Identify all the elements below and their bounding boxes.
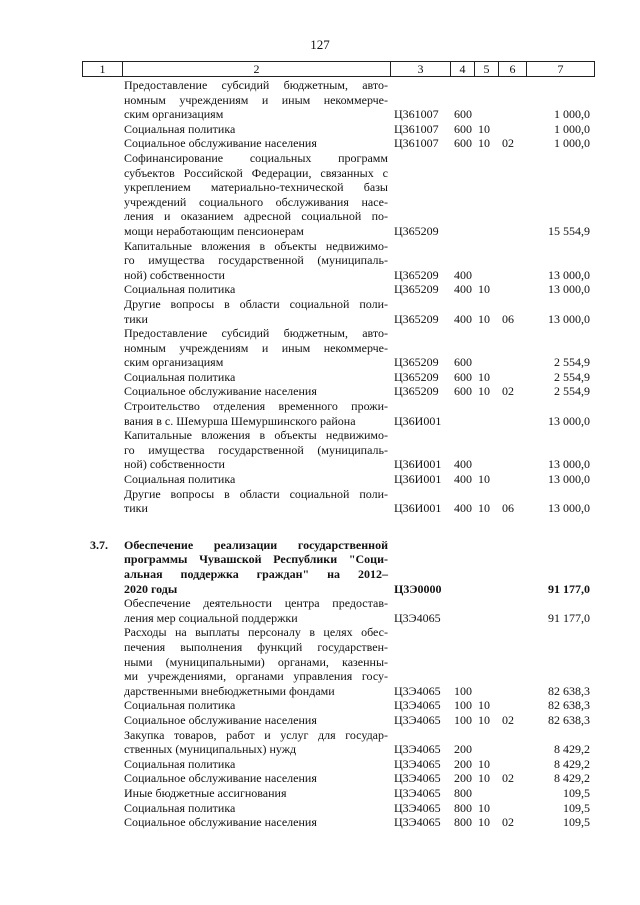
item-description [124, 757, 388, 772]
target-code: Ц365209 [394, 282, 439, 297]
subsection-code: 02 [502, 815, 514, 830]
description-line: Социальная политика [124, 698, 236, 713]
description-line: Социальная политика [124, 472, 236, 487]
item-description [124, 428, 388, 472]
description-line: ления и оказанием адресной социальной по- [124, 209, 388, 224]
expense-type-code: 800 [454, 800, 472, 815]
item-description [124, 399, 388, 428]
budget-table-body [82, 78, 594, 830]
description-line: Социальная политика [124, 369, 236, 384]
table-row [82, 771, 594, 786]
expense-type-code: 100 [454, 683, 472, 698]
description-line: го имущества государственной (муниципаль- [124, 442, 388, 457]
amount-value: 82 638,3 [548, 683, 590, 698]
description-line: Обеспечение реализации государственной [124, 537, 388, 552]
table-row [82, 370, 594, 385]
description-line: ной) собственности [124, 457, 225, 472]
table-row [82, 122, 594, 137]
description-line: укреплением материально-технической базы [124, 180, 388, 195]
header-col-7: 7 [527, 62, 595, 77]
target-code: Ц3Э0000 [394, 581, 442, 596]
table-row [82, 713, 594, 728]
item-description [124, 282, 388, 297]
description-line: 2020 годы [124, 581, 178, 596]
amount-value: 8 429,2 [554, 756, 590, 771]
table-row [82, 399, 594, 428]
item-description [124, 136, 388, 151]
description-line: номным учреждениям и иным некоммерче- [124, 92, 388, 107]
item-description [124, 370, 388, 385]
description-line: ления мер социальной поддержки [124, 610, 298, 625]
item-description [124, 78, 388, 122]
description-line: мощи неработающим пенсионерам [124, 223, 304, 238]
page-number: 127 [310, 37, 330, 52]
item-description [124, 326, 388, 370]
table-row [82, 136, 594, 151]
expense-type-code: 600 [454, 369, 472, 384]
description-line: Социальная политика [124, 282, 236, 297]
expense-type-code: 400 [454, 282, 472, 297]
table-row [82, 384, 594, 399]
expense-type-code: 600 [454, 121, 472, 136]
item-description [124, 815, 388, 830]
description-line: Обеспечение деятельности центра предостав- [124, 596, 388, 611]
description-line: тики [124, 501, 148, 516]
header-col-4: 4 [451, 62, 475, 77]
expense-type-code: 600 [454, 384, 472, 399]
amount-value: 82 638,3 [548, 698, 590, 713]
section-code: 10 [478, 121, 490, 136]
section-code: 10 [478, 472, 490, 487]
target-code: Ц3Э4065 [394, 756, 441, 771]
item-description [124, 596, 388, 625]
section-code: 10 [478, 815, 490, 830]
expense-type-code: 600 [454, 107, 472, 122]
description-line: субъектов Российской Федерации, связанных с [124, 165, 388, 180]
description-line: вания в с. Шемурша Шемуршинского района [124, 413, 356, 428]
table-row [82, 78, 594, 122]
description-line: ственных (муниципальных) нужд [124, 742, 297, 757]
item-description [124, 786, 388, 801]
table-row [82, 728, 594, 757]
subsection-code: 02 [502, 384, 514, 399]
description-line: Капитальные вложения в объекты недвижимо- [124, 238, 388, 253]
description-line: Социальное обслуживание населения [124, 384, 317, 399]
target-code: Ц3Э4065 [394, 785, 441, 800]
amount-value: 1 000,0 [554, 136, 590, 151]
section-code: 10 [478, 771, 490, 786]
description-line: Социальное обслуживание населения [124, 815, 317, 830]
target-code: Ц361007 [394, 121, 439, 136]
expense-type-code: 400 [454, 311, 472, 326]
item-description [124, 122, 388, 137]
table-row [82, 698, 594, 713]
description-line: Капитальные вложения в объекты недвижимо- [124, 428, 388, 443]
item-description [124, 713, 388, 728]
description-line: Иные бюджетные ассигнования [124, 785, 287, 800]
item-description [124, 297, 388, 326]
description-line: ными (муниципальными) органами, казенны- [124, 654, 388, 669]
section-code: 10 [478, 282, 490, 297]
description-line: Социальная политика [124, 756, 236, 771]
description-line: Социальное обслуживание населения [124, 771, 317, 786]
subsection-code: 02 [502, 712, 514, 727]
item-description [124, 538, 388, 596]
target-code: Ц36И001 [394, 472, 442, 487]
amount-value: 8 429,2 [554, 742, 590, 757]
item-description [124, 239, 388, 283]
amount-value: 109,5 [563, 815, 590, 830]
target-code: Ц36И001 [394, 413, 442, 428]
expense-type-code: 100 [454, 698, 472, 713]
expense-type-code: 200 [454, 742, 472, 757]
amount-value: 13 000,0 [548, 413, 590, 428]
table-row [82, 472, 594, 487]
expense-type-code: 600 [454, 136, 472, 151]
amount-value: 1 000,0 [554, 107, 590, 122]
description-line: альная поддержка граждан" на 2012– [124, 567, 388, 581]
target-code: Ц361007 [394, 107, 439, 122]
amount-value: 8 429,2 [554, 771, 590, 786]
amount-value: 13 000,0 [548, 457, 590, 472]
item-description [124, 728, 388, 757]
table-row [82, 239, 594, 283]
section-code: 10 [478, 756, 490, 771]
expense-type-code: 400 [454, 472, 472, 487]
table-row [82, 151, 594, 239]
expense-type-code: 400 [454, 267, 472, 282]
amount-value: 15 554,9 [548, 223, 590, 238]
amount-value: 2 554,9 [554, 369, 590, 384]
description-line: Другие вопросы в области социальной поли- [124, 296, 388, 311]
table-row [82, 428, 594, 472]
target-code: Ц3Э4065 [394, 712, 441, 727]
section-header-row [82, 538, 594, 596]
section-number: 3.7. [90, 537, 108, 552]
description-line: ми учреждениями, органами управления госу- [124, 669, 388, 684]
expense-type-code: 800 [454, 815, 472, 830]
header-col-5: 5 [475, 62, 499, 77]
description-line: Другие вопросы в области социальной поли- [124, 486, 388, 501]
expense-type-code: 200 [454, 771, 472, 786]
item-description [124, 472, 388, 487]
target-code: Ц365209 [394, 369, 439, 384]
item-description [124, 487, 388, 516]
table-row [82, 801, 594, 816]
target-code: Ц365209 [394, 355, 439, 370]
description-line: Социальное обслуживание населения [124, 712, 317, 727]
table-row [82, 326, 594, 370]
target-code: Ц36И001 [394, 457, 442, 472]
expense-type-code: 800 [454, 785, 472, 800]
section-code: 10 [478, 136, 490, 151]
header-col-2: 2 [123, 62, 391, 77]
item-description [124, 625, 388, 698]
target-code: Ц3Э4065 [394, 771, 441, 786]
target-code: Ц3Э4065 [394, 683, 441, 698]
amount-value: 82 638,3 [548, 712, 590, 727]
table-row [82, 786, 594, 801]
amount-value: 13 000,0 [548, 267, 590, 282]
description-line: Социальная политика [124, 800, 236, 815]
description-line: Социальное обслуживание населения [124, 136, 317, 151]
section-code: 10 [478, 800, 490, 815]
description-line: ским организациям [124, 107, 224, 122]
table-row [82, 815, 594, 830]
table-row [82, 625, 594, 698]
section-code: 10 [478, 311, 490, 326]
section-spacer [82, 516, 594, 538]
subsection-code: 06 [502, 501, 514, 516]
amount-value: 2 554,9 [554, 384, 590, 399]
section-code: 10 [478, 712, 490, 727]
table-row [82, 297, 594, 326]
target-code: Ц361007 [394, 136, 439, 151]
amount-value: 13 000,0 [548, 501, 590, 516]
subsection-code: 02 [502, 136, 514, 151]
description-line: программы Чувашской Республики "Соци- [124, 552, 388, 567]
item-description [124, 151, 388, 239]
target-code: Ц365209 [394, 311, 439, 326]
target-code: Ц3Э4065 [394, 698, 441, 713]
description-line: Предоставление субсидий бюджетным, авто- [124, 326, 388, 341]
item-description [124, 384, 388, 399]
section-code: 10 [478, 698, 490, 713]
description-line: ной) собственности [124, 267, 225, 282]
target-code: Ц3Э4065 [394, 610, 441, 625]
description-line: дарственными внебюджетными фондами [124, 683, 335, 698]
amount-value: 2 554,9 [554, 355, 590, 370]
column-header-row [82, 61, 595, 77]
description-line: Предоставление субсидий бюджетным, авто- [124, 78, 388, 92]
amount-value: 13 000,0 [548, 282, 590, 297]
description-line: Социальная политика [124, 121, 236, 136]
amount-value: 1 000,0 [554, 121, 590, 136]
expense-type-code: 200 [454, 756, 472, 771]
expense-type-code: 100 [454, 712, 472, 727]
table-row [82, 487, 594, 516]
description-line: Строительство отделения временного прожи- [124, 399, 388, 414]
amount-value: 91 177,0 [548, 610, 590, 625]
subsection-code: 02 [502, 771, 514, 786]
table-row [82, 596, 594, 625]
target-code: Ц36И001 [394, 501, 442, 516]
target-code: Ц365209 [394, 267, 439, 282]
description-line: го имущества государственной (муниципаль- [124, 253, 388, 268]
section-code: 10 [478, 384, 490, 399]
item-description [124, 698, 388, 713]
description-line: ским организациям [124, 355, 224, 370]
description-line: Софинансирование социальных программ [124, 150, 388, 165]
item-description [124, 771, 388, 786]
header-col-1: 1 [83, 62, 123, 77]
amount-value: 13 000,0 [548, 311, 590, 326]
target-code: Ц3Э4065 [394, 815, 441, 830]
header-col-3: 3 [391, 62, 451, 77]
table-row [82, 757, 594, 772]
amount-value: 91 177,0 [548, 581, 590, 596]
item-description [124, 801, 388, 816]
amount-value: 13 000,0 [548, 472, 590, 487]
target-code: Ц365209 [394, 384, 439, 399]
target-code: Ц3Э4065 [394, 742, 441, 757]
description-line: тики [124, 311, 148, 326]
section-code: 10 [478, 501, 490, 516]
subsection-code: 06 [502, 311, 514, 326]
description-line: печения выполнения функций государствен- [124, 639, 388, 654]
table-row [82, 282, 594, 297]
description-line: Закупка товаров, работ и услуг для государ- [124, 727, 388, 742]
target-code: Ц3Э4065 [394, 800, 441, 815]
target-code: Ц365209 [394, 223, 439, 238]
description-line: учреждений социального обслуживания насе- [124, 194, 388, 209]
description-line: Расходы на выплаты персоналу в целях обес- [124, 625, 388, 640]
description-line: номным учреждениям и иным некоммерче- [124, 340, 388, 355]
section-code: 10 [478, 369, 490, 384]
header-col-6: 6 [499, 62, 527, 77]
amount-value: 109,5 [563, 800, 590, 815]
expense-type-code: 600 [454, 355, 472, 370]
expense-type-code: 400 [454, 501, 472, 516]
expense-type-code: 400 [454, 457, 472, 472]
amount-value: 109,5 [563, 785, 590, 800]
